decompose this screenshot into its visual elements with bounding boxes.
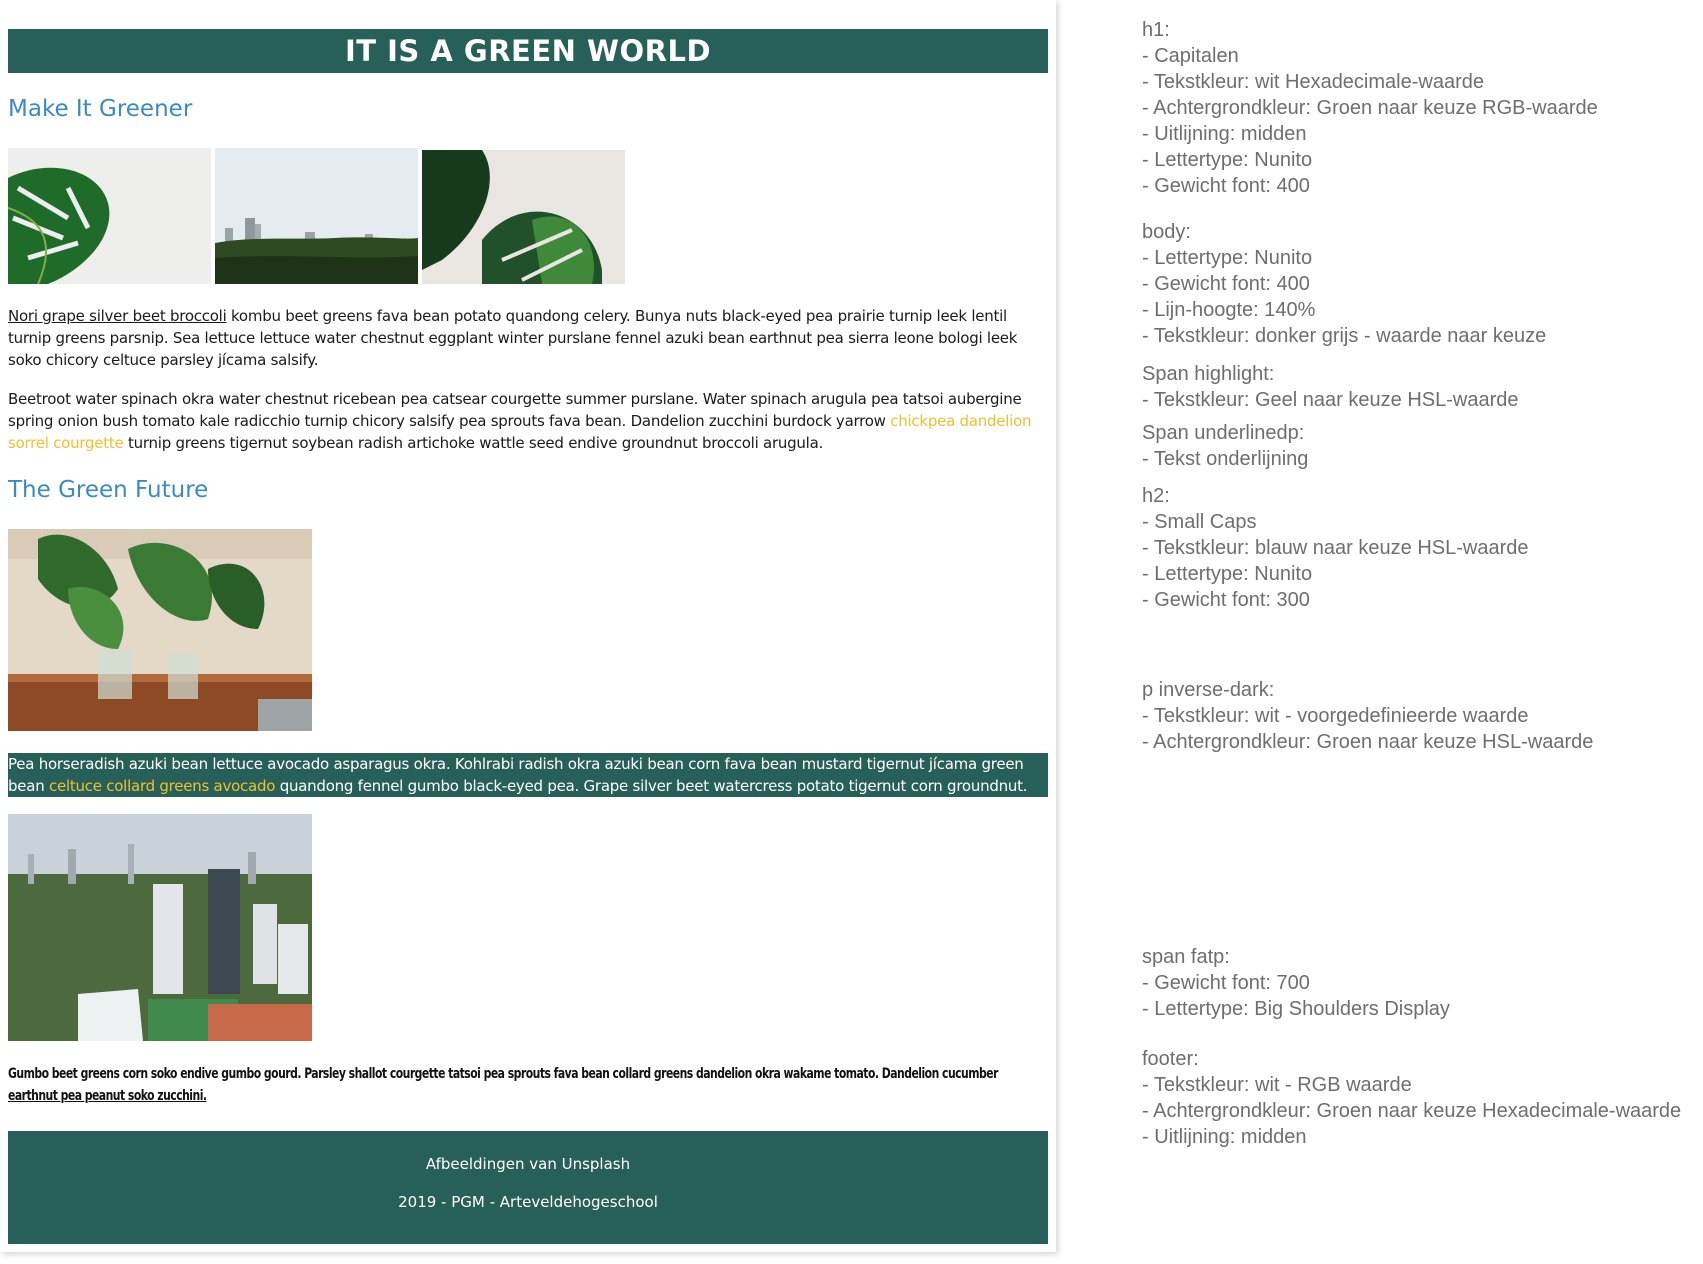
note-block bbox=[1142, 361, 1518, 413]
note-block bbox=[1142, 483, 1528, 613]
aerial-city-photo bbox=[8, 814, 312, 1041]
monstera-photo bbox=[8, 148, 211, 284]
plants-in-jars-photo bbox=[8, 529, 312, 731]
note-line: - Capitalen bbox=[1142, 45, 1239, 67]
section-heading-future: The Green Future bbox=[8, 477, 209, 503]
note-line: - Tekstkleur: wit - RGB waarde bbox=[1142, 1074, 1412, 1096]
note-block bbox=[1142, 677, 1593, 755]
note-block bbox=[1142, 420, 1308, 472]
note-line: - Lijn-hoogte: 140% bbox=[1142, 299, 1316, 321]
paragraph-2-text-end: turnip greens tigernut soybean radish artichoke wattle seed endive groundnut broccoli arugula. bbox=[123, 434, 824, 452]
highlight-text: chickpea dandelion sorrel courgette bbox=[8, 412, 1032, 452]
page-title: IT IS A GREEN WORLD bbox=[8, 29, 1048, 73]
note-line: - Small Caps bbox=[1142, 511, 1257, 533]
paragraph-4-text: Gumbo beet greens corn soko endive gumbo gourd. Parsley shallot courgette tatsoi pea sprouts fava bean collard greens dandelion okra wakame tomato. Dandelion cucumber bbox=[8, 1066, 998, 1082]
note-block bbox=[1142, 219, 1546, 349]
skyline-photo bbox=[215, 148, 418, 284]
note-line: - Tekstkleur: donker grijs - waarde naar keuze bbox=[1142, 325, 1547, 347]
note-heading: Span underlinedp: bbox=[1142, 422, 1305, 444]
note-line: - Gewicht font: 300 bbox=[1142, 589, 1310, 611]
footer-credit: Afbeeldingen van Unsplash bbox=[425, 1155, 631, 1173]
note-block bbox=[1142, 1046, 1681, 1150]
note-line: - Tekstkleur: Geel naar keuze HSL-waarde bbox=[1142, 389, 1519, 411]
note-heading: span fatp: bbox=[1142, 946, 1230, 968]
note-line: - Gewicht font: 700 bbox=[1142, 972, 1310, 994]
note-line: - Lettertype: Nunito bbox=[1142, 563, 1313, 585]
note-line: - Uitlijning: midden bbox=[1142, 1126, 1307, 1148]
section-heading-greener: Make It Greener bbox=[8, 96, 193, 122]
underlined-text[interactable]: earthnut pea peanut soko zucchini. bbox=[8, 1088, 207, 1104]
paragraph-2 bbox=[8, 388, 1048, 454]
footer-copyright: 2019 - PGM - Arteveldehogeschool bbox=[398, 1193, 658, 1211]
note-line: - Tekstkleur: wit Hexadecimale-waarde bbox=[1142, 71, 1484, 93]
page-footer bbox=[8, 1131, 1048, 1244]
note-line: - Lettertype: Nunito bbox=[1142, 247, 1313, 269]
note-line: - Lettertype: Nunito bbox=[1142, 149, 1313, 171]
note-line: - Tekst onderlijning bbox=[1142, 448, 1309, 470]
note-block bbox=[1142, 944, 1450, 1022]
note-heading: p inverse-dark: bbox=[1142, 679, 1275, 701]
note-line: - Gewicht font: 400 bbox=[1142, 175, 1310, 197]
note-heading: body: bbox=[1142, 221, 1191, 243]
paragraph-3-text-end: quandong fennel gumbo black-eyed pea. Grape silver beet watercress potato tigernut corn groundnut. bbox=[275, 777, 1028, 795]
note-line: - Gewicht font: 400 bbox=[1142, 273, 1310, 295]
paragraph-fat bbox=[8, 1063, 1048, 1107]
note-line: - Achtergrondkleur: Groen naar keuze HSL-waarde bbox=[1142, 731, 1594, 753]
note-line: - Achtergrondkleur: Groen naar keuze Hexadecimale-waarde bbox=[1142, 1100, 1682, 1122]
note-heading: Span highlight: bbox=[1142, 363, 1275, 385]
paragraph-2-text-start: Beetroot water spinach okra water chestnut ricebean pea catsear courgette summer purslane. Water spinach arugula pea tatsoi aubergine spring onion bush tomato kale radicchio turnip chicory salsify pea sprouts fava bean. Dandelion zucchini burdock yarrow bbox=[8, 390, 1022, 430]
monstera-plant-photo bbox=[422, 150, 625, 284]
note-line: - Achtergrondkleur: Groen naar keuze RGB-waarde bbox=[1142, 97, 1598, 119]
underlined-text[interactable]: Nori grape silver beet broccoli bbox=[8, 307, 227, 325]
note-heading: footer: bbox=[1142, 1048, 1199, 1070]
note-line: - Tekstkleur: wit - voorgedefinieerde waarde bbox=[1142, 705, 1529, 727]
note-heading: h1: bbox=[1142, 19, 1170, 41]
note-line: - Tekstkleur: blauw naar keuze HSL-waarde bbox=[1142, 537, 1529, 559]
note-block bbox=[1142, 17, 1598, 199]
note-line: - Lettertype: Big Shoulders Display bbox=[1142, 998, 1450, 1020]
note-line: - Uitlijning: midden bbox=[1142, 123, 1307, 145]
paragraph-1 bbox=[8, 305, 1048, 371]
paragraph-1-text: kombu beet greens fava bean potato quandong celery. Bunya nuts black-eyed pea prairie turnip leek lentil turnip greens parsnip. Sea lettuce lettuce water chestnut eggplant winter purslane fennel azuki bean earthnut pea sierra leone bologi leek soko chicory celtuce parsley jícama salsify. bbox=[8, 307, 1018, 369]
paragraph-inverse-dark bbox=[8, 753, 1048, 797]
paragraph-3-text-start: Pea horseradish azuki bean lettuce avocado asparagus okra. Kohlrabi radish okra azuki bean corn fava bean mustard tigernut jícama green bean bbox=[8, 755, 1024, 795]
note-heading: h2: bbox=[1142, 485, 1170, 507]
highlight-text: celtuce collard greens avocado bbox=[48, 777, 276, 795]
